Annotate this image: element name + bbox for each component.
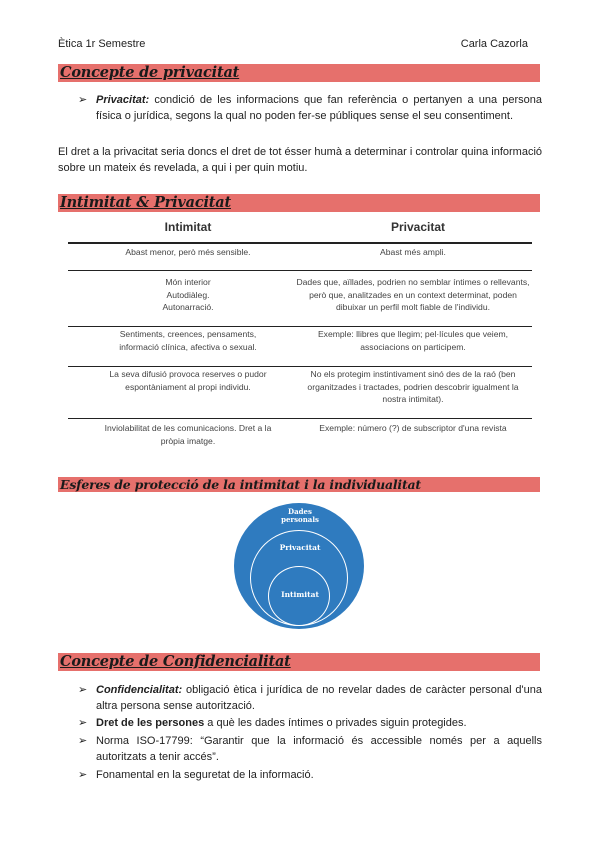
section-title-privacitat: Concepte de privacitat — [58, 64, 540, 82]
table-header-intimitat: Intimitat — [164, 220, 212, 234]
section-title-esferes: Esferes de protecció de la intimitat i la individualitat — [58, 477, 540, 492]
table-rule — [68, 418, 532, 419]
table-cell: Inviolabilitat de les comunicacions. Dret a la pròpia imatge. — [104, 423, 272, 446]
table-cell: Exemple: número (?) de subscriptor d'una revista — [319, 423, 507, 433]
arrow-bullet-icon: ➢ — [78, 735, 88, 747]
bullet-privacitat-text — [96, 92, 542, 124]
bullet-fonamental-text: Fonamental en la seguretat de la informació. — [96, 769, 314, 781]
table-cell: Sentiments, creences, pensaments, informació clínica, afectiva o sexual. — [119, 329, 257, 352]
section-title-confidencialitat: Concepte de Confidencialitat — [58, 653, 540, 671]
arrow-bullet-icon: ➢ — [78, 769, 88, 781]
definition-confidencialitat: obligació ètica i jurídica de no revelar dades de caràcter personal d'una altra persona sense autorització. — [96, 684, 542, 712]
table-rule — [68, 326, 532, 327]
bullet-privacitat — [78, 92, 542, 140]
bullet-norma-iso — [78, 733, 542, 765]
sphere-label-dades-personals: Dades personals — [281, 507, 319, 524]
table-cell: Món interior Autodiàleg. Autonarració. — [162, 277, 214, 312]
table-rule — [68, 366, 532, 367]
term-privacitat: Privacitat: — [96, 94, 150, 106]
header-author: Carla Cazorla — [460, 38, 528, 50]
arrow-bullet-icon: ➢ — [78, 684, 88, 696]
bullet-confidencialitat-text — [96, 682, 542, 714]
definition-privacitat: condició de les informacions que fan referència o pertanyen a una persona física o jurídica, segons la qual no poden fer-se públiques sense el seu consentiment. — [96, 94, 542, 122]
arrow-bullet-icon: ➢ — [78, 717, 88, 729]
term-confidencialitat: Confidencialitat: — [96, 684, 183, 696]
table-cell: La seva difusió provoca reserves o pudor espontàniament al propi individu. — [109, 369, 267, 392]
sphere-label-intimitat: Intimitat — [281, 590, 319, 599]
term-dret-persones: Dret de les persones — [96, 717, 205, 729]
bullet-confidencialitat — [78, 682, 542, 714]
arrow-bullet-icon: ➢ — [78, 94, 88, 106]
bullet-dret-persones-text — [96, 715, 542, 731]
paragraph-dret-privacitat: El dret a la privacitat seria doncs el dret de tot ésser humà a determinar i controlar quina informació sobre un mateix és revelada, a qui i per quin motiu. — [58, 146, 542, 174]
table-cell: Abast més ampli. — [380, 247, 446, 257]
table-rule — [68, 242, 532, 244]
bullet-norma-iso-text: Norma ISO-17799: “Garantir que la informació és accessible només per a aquells autoritzats a tenir accés”. — [96, 735, 542, 763]
section-title-intimitat-privacitat: Intimitat & Privacitat — [58, 194, 540, 212]
bullet-dret-persones — [78, 715, 542, 731]
table-cell: Exemple: llibres que llegim; pel·lícules que veiem, associacions on participem. — [317, 329, 509, 352]
sphere-label-privacitat: Privacitat — [279, 543, 321, 552]
header-course: Ètica 1r Semestre — [58, 38, 146, 50]
table-cell: Dades que, aïllades, podrien no semblar íntimes o rellevants, però que, analitzades en un context determinat, poden dibuixar un perfil molt fiable de l'individu. — [296, 277, 530, 312]
table-rule — [68, 270, 532, 271]
table-header-privacitat: Privacitat — [390, 220, 446, 234]
table-cell: Abast menor, però més sensible. — [125, 247, 251, 257]
definition-dret-persones: a què les dades íntimes o privades siguin protegides. — [204, 717, 467, 729]
table-cell: No els protegim instintivament sinó des de la raó (ben organitzades i tractades, podrien descobrir igualment la nostra intimitat). — [307, 369, 519, 404]
bullet-fonamental — [78, 767, 542, 783]
